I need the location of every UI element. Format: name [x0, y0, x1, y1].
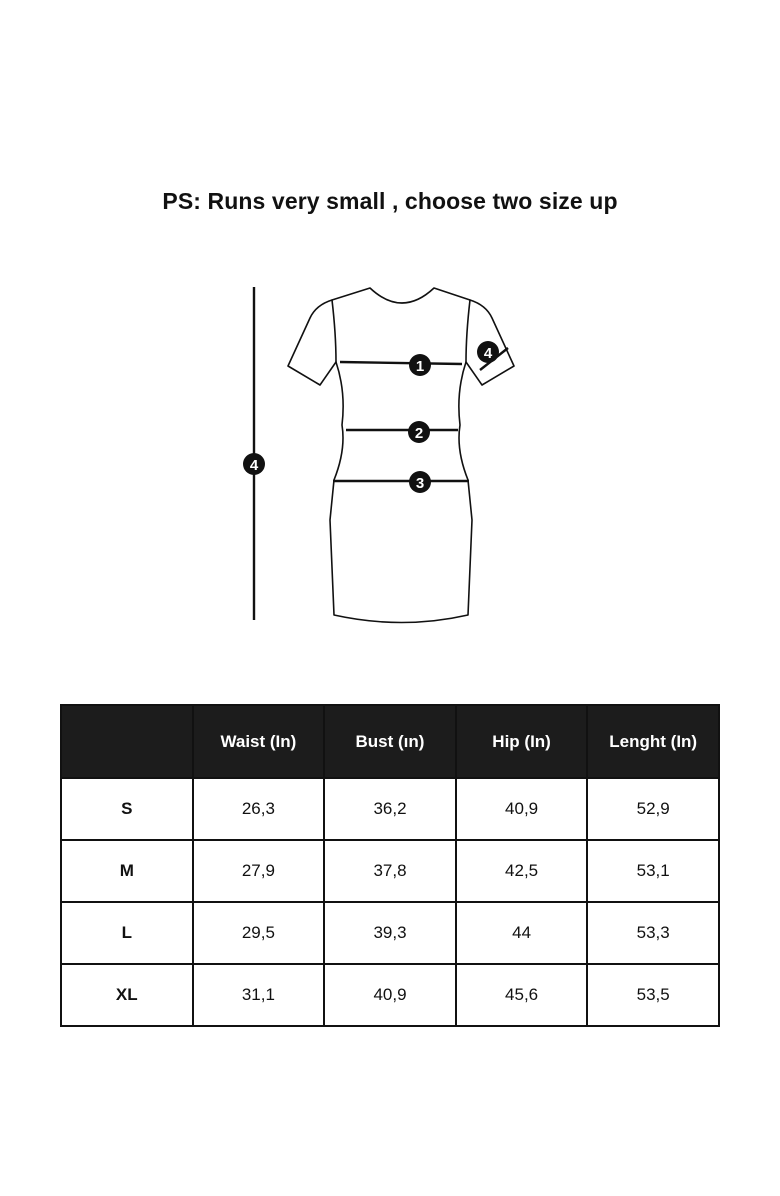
marker-waist [408, 421, 430, 443]
marker-length [243, 453, 265, 475]
table-row [61, 902, 719, 964]
hip-cell: 44 [456, 902, 588, 964]
right-seam [466, 300, 470, 362]
table-header-row [61, 705, 719, 778]
marker-hip [409, 471, 431, 493]
waist-cell: 31,1 [193, 964, 325, 1026]
hip-cell: 42,5 [456, 840, 588, 902]
svg-text:4: 4 [249, 457, 259, 474]
hip-cell: 45,6 [456, 964, 588, 1026]
bust-cell: 40,9 [324, 964, 456, 1026]
length-cell: 53,5 [587, 964, 719, 1026]
table-row [61, 778, 719, 840]
waist-cell: 29,5 [193, 902, 325, 964]
waist-cell: 27,9 [193, 840, 325, 902]
table-row [61, 840, 719, 902]
bust-line [340, 362, 462, 364]
bust-cell: 37,8 [324, 840, 456, 902]
size-chart-table [60, 704, 720, 1027]
svg-text:2: 2 [414, 425, 424, 442]
header-waist: Waist (In) [193, 705, 325, 778]
size-cell: L [61, 902, 193, 964]
length-cell: 53,1 [587, 840, 719, 902]
svg-text:1: 1 [415, 358, 425, 375]
size-cell: S [61, 778, 193, 840]
marker-sleeve [477, 341, 499, 363]
left-seam [332, 300, 336, 362]
dress-outline [288, 288, 514, 623]
svg-text:4: 4 [483, 345, 493, 362]
svg-text:3: 3 [415, 475, 425, 492]
header-hip: Hip (In) [456, 705, 588, 778]
header-length: Lenght (In) [587, 705, 719, 778]
table-row [61, 964, 719, 1026]
length-cell: 52,9 [587, 778, 719, 840]
waist-cell: 26,3 [193, 778, 325, 840]
size-cell: XL [61, 964, 193, 1026]
header-size [61, 705, 193, 778]
marker-bust [409, 354, 431, 376]
length-cell: 53,3 [587, 902, 719, 964]
bust-cell: 36,2 [324, 778, 456, 840]
size-note: PS: Runs very small , choose two size up [162, 188, 618, 214]
hip-cell: 40,9 [456, 778, 588, 840]
size-cell: M [61, 840, 193, 902]
bust-cell: 39,3 [324, 902, 456, 964]
header-bust: Bust (ın) [324, 705, 456, 778]
